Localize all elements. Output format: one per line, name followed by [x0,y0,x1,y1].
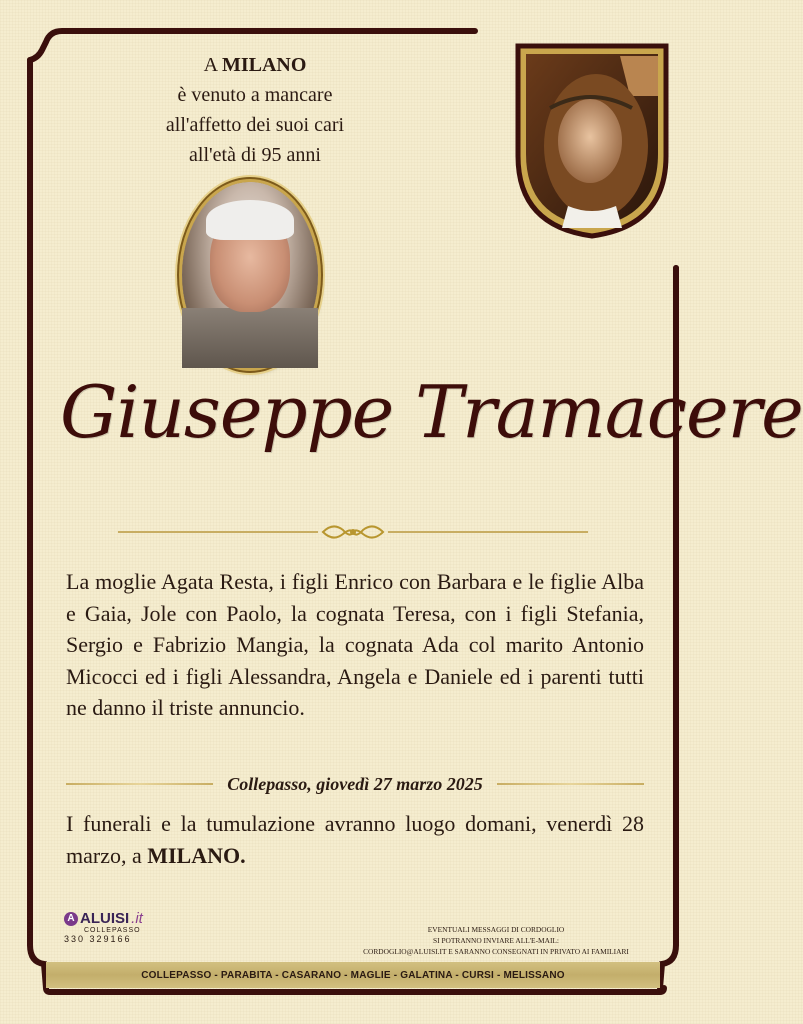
christ-icon [510,36,674,242]
logo-brand-name: ALUISI [80,910,130,927]
funeral-text [66,808,644,872]
deceased-name: Giuseppe Tramacere [60,370,803,454]
scroll-ornament [118,518,588,546]
logo-mark-icon: A [64,912,78,926]
announcement-text: La moglie Agata Resta, i figli Enrico con Barbara e le figlie Alba e Gaia, Jole con Paolo, la cognata Teresa, con i figli Stefania, Sergio e Fabrizio Mangia, la cognata Ada col marito Antonio Micocci ed i figli Alessandra, Angela e Daniele ed i parenti tutti ne danno il triste annuncio. [66,569,644,720]
portrait-hair [206,200,294,240]
company-logo [64,910,184,944]
divider-left [66,783,213,785]
footer-band [46,962,660,988]
condolences-line-1: EVENTUALI MESSAGGI DI CORDOGLIO [427,925,565,934]
intro-line-2: all'affetto dei suoi cari [165,114,345,136]
intro-line-3: all'età di 95 anni [189,144,321,166]
city-line [140,50,370,80]
funeral-place: MILANO. [147,843,246,868]
intro-block [140,50,370,170]
funeral-info: I funerali e la tumulazione avranno luogo domani, venerdì 28 marzo, a [66,811,644,868]
city-prefix: A [203,54,217,76]
condolences-line-3: CORDOGLIO@ALUISI.IT E SARANNO CONSEGNATI IN PRIVATO AI FAMILIARI [363,947,629,956]
place-date: Collepasso, giovedì 27 marzo 2025 [227,773,483,794]
condolences-note [346,924,646,957]
city-name: MILANO [221,54,307,76]
divider-right [497,783,644,785]
footer-towns: COLLEPASSO - PARABITA - CASARANO - MAGLIE - GALATINA - CURSI - MELISSANO [141,969,565,981]
condolences-line-2: SI POTRANNO INVIARE ALL'E-MAIL: [433,936,559,945]
logo-brand-suffix: .it [131,910,143,927]
logo-subtitle: COLLEPASSO [84,927,141,934]
deceased-portrait [182,182,318,368]
logo-brand [64,910,184,927]
logo-phone: 330 329166 [64,934,132,944]
place-date-row [66,770,644,798]
intro-line-1: è venuto a mancare [177,84,333,106]
portrait-shirt [182,308,318,368]
